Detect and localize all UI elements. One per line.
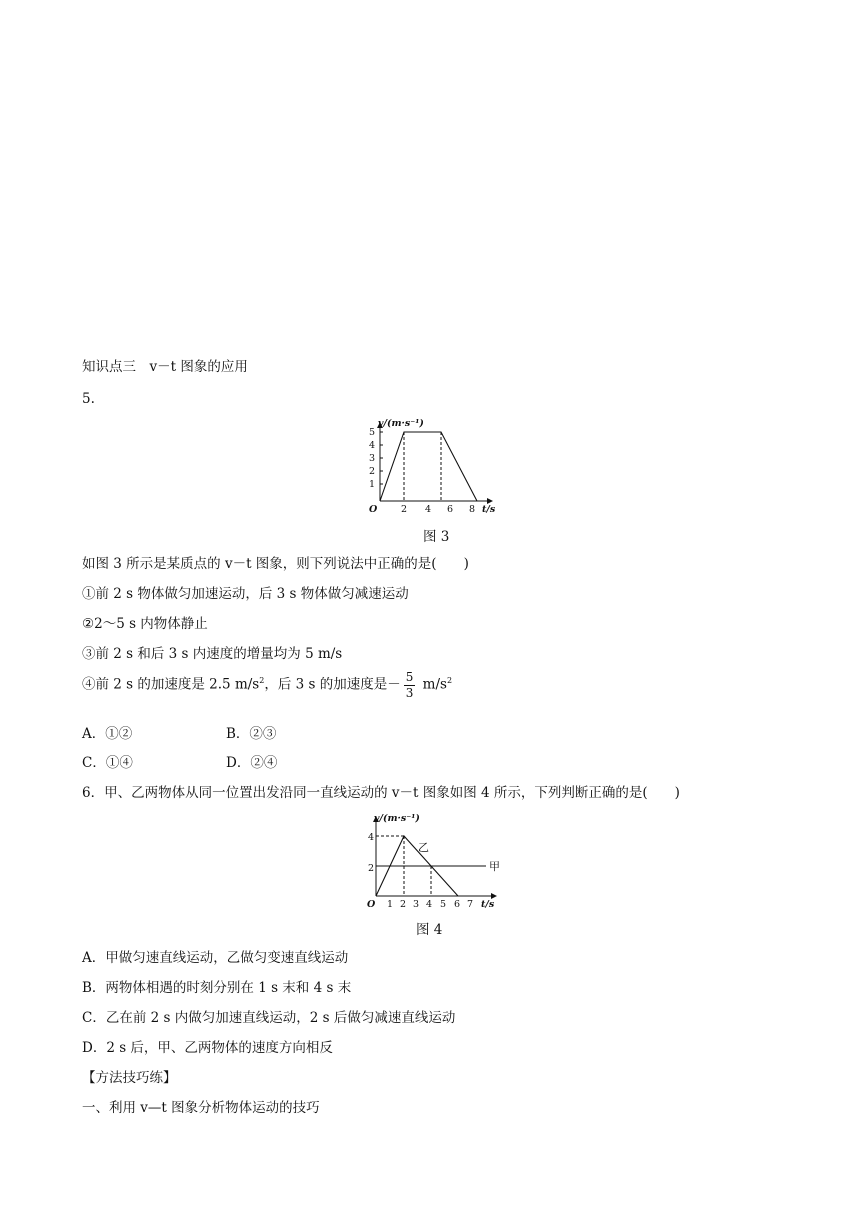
fig3-ytick-1: 1 (369, 479, 376, 490)
figure-4-caption: 图 4 (416, 922, 443, 938)
fig3-xtick-4: 4 (425, 504, 432, 515)
fig3-vt-line (380, 432, 477, 501)
fig3-ytick-4: 4 (369, 440, 376, 451)
figure-4-chart (360, 811, 510, 911)
fig4-label-jia: 甲 (489, 860, 500, 873)
fig4-ytick-4: 4 (368, 832, 375, 843)
q6-option-c: C．乙在前 2 s 内做匀加速直线运动，2 s 后做匀减速直线运动 (82, 1010, 456, 1026)
q5-option-d: D．②④ (226, 755, 278, 771)
q5-fraction: $\frac{5}{3}$ (405, 669, 414, 700)
q5-item-4: ④前 2 s 的加速度是 2.5 $m/s^2$，后 3 s 的加速度是－ $\frac{5}{3}$ $m/s^2$ (82, 669, 453, 700)
fig3-ytick-5: 5 (369, 427, 376, 438)
fig4-xtick-6: 6 (454, 899, 461, 910)
q6-option-a: A．甲做匀速直线运动，乙做匀变速直线运动 (82, 950, 349, 966)
fig4-label-yi: 乙 (418, 841, 429, 854)
fig3-ytick-2: 2 (369, 466, 376, 477)
method-heading: 【方法技巧练】 (82, 1070, 177, 1086)
figure-3-chart (360, 415, 510, 515)
q5-item-2: ②2～5 s 内物体静止 (82, 616, 208, 632)
fig3-y-label: v/(m·s⁻¹) (378, 418, 424, 429)
section-heading: 知识点三 v－t 图象的应用 (82, 359, 248, 375)
question-6-stem: 6．甲、乙两物体从同一位置出发沿同一直线运动的 v－t 图象如图 4 所示，下列判断正确的是( ) (82, 785, 680, 801)
fig3-x-label: t/s (482, 504, 496, 515)
fig3-xtick-6: 6 (447, 504, 454, 515)
fig3-xtick-8: 8 (469, 504, 476, 515)
fig4-x-label: t/s (481, 899, 495, 910)
fig3-xtick-2: 2 (401, 504, 408, 515)
q5-option-c: C．①④ (82, 755, 133, 771)
fig4-xtick-3: 3 (413, 899, 420, 910)
question-5-number: 5. (82, 391, 95, 407)
figure-3-caption: 图 3 (423, 529, 450, 545)
fig4-xtick-4: 4 (426, 899, 433, 910)
fig4-origin: O (367, 899, 376, 910)
fig4-xtick-5: 5 (440, 899, 447, 910)
q5-item-1: ①前 2 s 物体做匀加速运动，后 3 s 物体做匀减速运动 (82, 586, 409, 602)
q5-item-3: ③前 2 s 和后 3 s 内速度的增量均为 5 m/s (82, 646, 343, 662)
fig4-y-label: v/(m·s⁻¹) (374, 813, 420, 824)
fig3-ytick-3: 3 (369, 453, 376, 464)
fig4-ytick-2: 2 (368, 863, 375, 874)
fig3-origin: O (369, 504, 378, 515)
fig4-xtick-7: 7 (467, 899, 474, 910)
method-item-1: 一、利用 v—t 图象分析物体运动的技巧 (82, 1100, 320, 1116)
fig4-xtick-2: 2 (400, 899, 407, 910)
q6-option-d: D．2 s 后，甲、乙两物体的速度方向相反 (82, 1040, 333, 1056)
fig4-xtick-1: 1 (387, 899, 394, 910)
q5-option-a: A．①② (82, 726, 133, 742)
q5-option-b: B．②③ (226, 726, 277, 742)
q6-option-b: B．两物体相遇的时刻分别在 1 s 末和 4 s 末 (82, 980, 352, 996)
question-5-stem: 如图 3 所示是某质点的 v－t 图象，则下列说法中正确的是( ) (82, 556, 469, 572)
